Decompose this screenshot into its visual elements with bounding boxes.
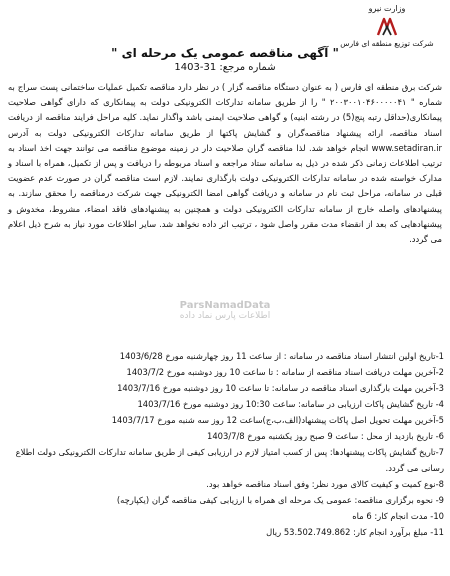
body-paragraph: شرکت برق منطقه ای فارس ( به عنوان دستگاه مناقصه گزار ) در نظر دارد مناقصه تکمیل عملیات ساختمانی پست سراج به شماره " ۲۰۰۳۰۰۱۰۴۶۰۰۰۰۰۴۱ " را از طریق سامانه تدارکات الکترونیکی دولت به پیمانکاری که دارای گواهی صلاحیت پیمانکاری(حداقل رتبه پنج(5) در رشته ابنیه) و گواهی صلاحیت ایمنی باشد واگذار نماید. کلیه مراحل فرایند مناقصه از دریافت اسناد مناقصه، ارائه پیشنهاد مناقصه‌گران و گشایش پاکتها از طریق سامانه تدارکات الکترونیکی دولت به آدرس www.setadiran.ir انجام خواهد شد. لذا مناقصه گران صلاحیت دار در زمینه موضوع مناقصه می توانند جهت اخذ اسناد به ترتیب اطلاعات زمانی ذکر شده در ذیل به سامانه ستاد مراجعه و اسناد مربوطه را دریافت و پس از تکمیل، همراه با اسناد و مدارک خواسته شده در سامانه تدارکات الکترونیکی دولت بارگذاری نمایند. لازم است مناقصه گران در صورت عدم عضویت قبلی در سامانه، مراحل ثبت نام در سامانه و دریافت گواهی امضا الکترونیکی جهت شرکت درمناقصه را محقق سازند. به پیشنهادهای واصله خارج از سامانه تدارکات الکترونیکی دولت و همچنین به پیشنهادهای فاقد امضاء، مشروط، مخدوش و پیشنهادهایی که بعد از انقضاء مدت مقرر واصل شود ، ترتیب اثر داده نخواهد شد. سایر اطلاعات مورد نیاز به شرح ذیل اعلام می گردد. xyxy=(8,82,443,245)
watermark-latin: ParsNamadData xyxy=(179,300,271,311)
watermark-persian: اطلاعات پارس نماد داده xyxy=(179,311,271,321)
list-item: 9- نحوه برگزاری مناقصه: عمومی یک مرحله ای همراه با ارزیابی کیفی مناقصه گران (یکپارچه) xyxy=(116,495,444,505)
list-item: 6- تاریخ بازدید از محل : ساعت 9 صبح روز یکشنبه مورخ 1403/7/8 xyxy=(207,431,444,441)
list-item: 5-آخرین مهلت تحویل اصل پاکات پیشنهاد(الف،ب،ج)ساعت 12 روز سه شنبه مورخ 1403/7/17 xyxy=(111,415,444,425)
list-item: 2-آخرین مهلت دریافت اسناد مناقصه از سامانه : تا ساعت 10 روز دوشنبه مورخ 1403/7/2 xyxy=(126,367,444,377)
list-item: 3-آخرین مهلت بارگذاری اسناد مناقصه در سامانه: تا ساعت 10 روز دوشنبه مورخ 1403/7/16 xyxy=(117,383,444,393)
watermark xyxy=(150,300,300,322)
list-item: 10- مدت انجام کار: 6 ماه xyxy=(352,511,444,521)
list-item: 1-تاریخ اولین انتشار اسناد مناقصه در سامانه : از ساعت 11 روز چهارشنبه مورخ 1403/6/28 xyxy=(119,351,444,361)
header xyxy=(332,4,442,48)
reference-number: شماره مرجع: 31-1403 xyxy=(174,62,276,73)
list-item: 11- مبلغ برآورد انجام کار: 53.502.749.862 ریال xyxy=(266,527,444,537)
company-name: شرکت توزیع منطقه ای فارس xyxy=(340,39,434,48)
list-item: 4- تاریخ گشایش پاکات ارزیابی در سامانه: ساعت 10:30 روز دوشنبه مورخ 1403/7/16 xyxy=(137,399,444,409)
details-list xyxy=(8,348,444,540)
tavanir-logo-icon xyxy=(374,15,400,39)
notice-title: " آگهی مناقصه عمومی یک مرحله ای " xyxy=(111,46,339,60)
ministry-name: وزارت نیرو xyxy=(368,4,406,13)
list-item: 8-نوع کمیت و کیفیت کالای مورد نظر: وفق اسناد مناقصه خواهد بود. xyxy=(206,479,444,489)
list-item: 7-تاریخ گشایش پاکات پیشنهادها: پس از کسب امتیاز لازم در ارزیابی کیفی از طریق سامانه تدارکات الکترونیکی دولت اطلاع رسانی می گردد. xyxy=(15,447,444,473)
